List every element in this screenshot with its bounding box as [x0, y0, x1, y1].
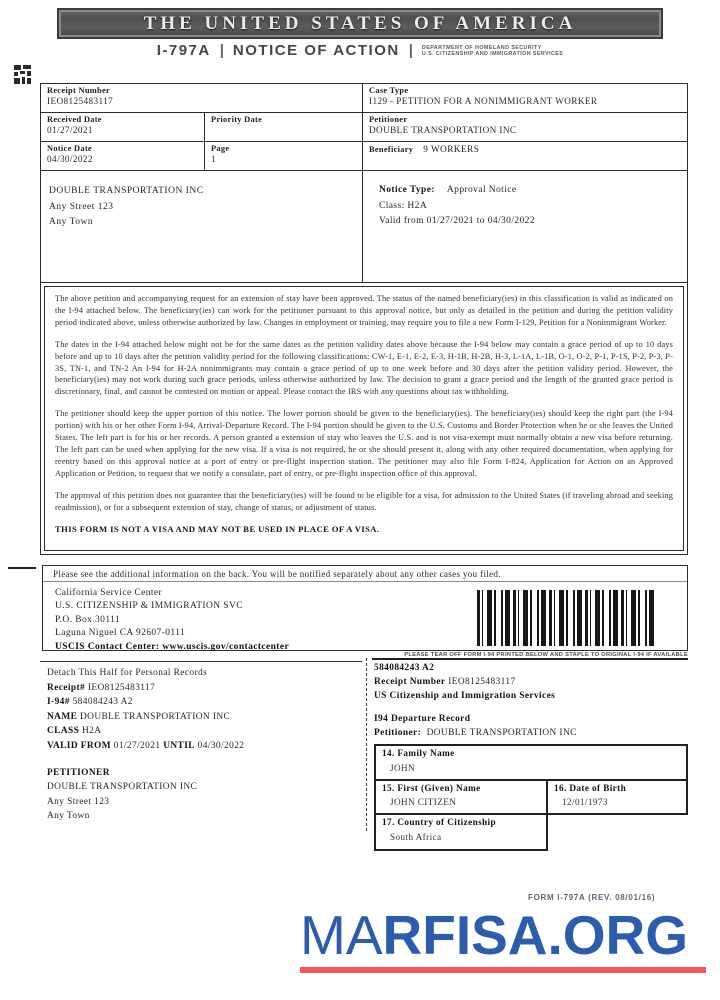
receipt-number-cell [41, 84, 363, 112]
notice-type-line: Notice Type: Approval Notice [379, 185, 517, 195]
family-name-cell [374, 746, 688, 781]
dob-value: 12/01/1973 [562, 797, 608, 808]
first-name-value: JOHN CITIZEN [390, 797, 457, 808]
stamp-icon [14, 65, 31, 89]
i94-fields-table [374, 744, 688, 851]
case-type-cell [363, 84, 687, 112]
citizenship-cell [374, 815, 548, 851]
petitioner-line: Any Town [47, 811, 90, 822]
received-date-cell [41, 113, 205, 141]
beneficiary-cell [363, 142, 687, 170]
receipt-number-label: Receipt Number [47, 86, 111, 95]
valid-line: VALID FROM 01/27/2021 UNTIL 04/30/2022 [47, 740, 245, 751]
detach-left-half [40, 661, 362, 824]
beneficiary-value: 9 WORKERS [423, 144, 480, 154]
form-title: NOTICE OF ACTION [232, 42, 400, 59]
marfisa-logo [300, 906, 708, 973]
page-value: 1 [211, 154, 216, 164]
table-row [374, 781, 688, 816]
tear-mark-line [8, 567, 36, 569]
notice-paragraph-2: The dates in the I-94 attached below might not be for the same dates as the petition validity dates above because the I-94 below may contain a grace period of up to 10 days before and up to 10 days after the petition validity period for the following classifications: CW-1, E-1, E-2, E-3, H-1B, H-2B, H-3, L-1A, L-1B, O-1, O-2, P-1, P-1S, P-2, P-3, P-3S, TN-1, and TN-2 An I-94 for H-2A nonimmigrants may contain a grace period of up to one week before and 30 days after the petition validity period. However, the beneficiary(ies) may not work during such grace periods, unless otherwise authorized by law. The decision to grant a grace period and the length of the granted grace period is discretionary, final, and cannot be contested on motion or appeal. Please contact the IRS with any questions about tax withholding. [55, 339, 673, 397]
petitioner-heading: PETITIONER [47, 767, 110, 778]
notice-paragraph-3: The petitioner should keep the upper portion of this notice. The lower portion should be given to the beneficiary(ies). The beneficiary(ies) should keep the right part (the I-94 portion) with his or her other Form I-94, Arrival-Departure Record. The I-94 portion should be given to the U.S. Customs and Border Protection when he or she leaves the United States. The left part is for his or her records. A person granted a extension of stay who leaves the U.S. and is not visa-exempt must normally obtain a new visa before returning. The left part can be used when applying for the new visa. If a visa is not required, he or she should present it, along with any other required documentation, when applying for reentry based on this approval notice at a port of entry or pre-flight inspection station. The petitioner may also file Form I-824, Application for Action on an Approved Application or Petition, to request that we notify a consulate, part of entry, or pre-flight inspection office of this approval. [55, 409, 673, 478]
valid-line: Valid from 01/27/2021 to 04/30/2022 [379, 216, 535, 226]
office-line: California Service Center [55, 588, 163, 598]
detach-title: Detach This Half for Personal Records [47, 668, 208, 678]
class-line: Class: H2A [379, 200, 428, 211]
recipient-address [41, 171, 363, 282]
priority-date-cell [205, 113, 363, 141]
barcode [477, 590, 657, 646]
notice-date-cell [41, 142, 205, 170]
petitioner-line: Petitioner: DOUBLE TRANSPORTATION INC [374, 728, 577, 739]
service-center-body [43, 582, 687, 654]
case-type-value: I129 - PETITION FOR A NONIMMIGRANT WORKER [369, 96, 598, 106]
paragraphs-wrapper [41, 283, 687, 554]
recipient-line: Any Town [49, 217, 94, 227]
uscis-contact-line: USCIS Contact Center: www.uscis.gov/contactcenter [55, 641, 290, 652]
service-center-box [42, 565, 688, 651]
address-row [41, 171, 687, 283]
case-type-label: Case Type [369, 86, 409, 95]
receipt-line: Receipt# IEO8125483117 [47, 682, 156, 693]
dept-line-2: U.S. CITIZENSHIP AND IMMIGRATION SERVICES [421, 51, 564, 57]
dept-line-1: DEPARTMENT OF HOMELAND SECURITY [421, 44, 542, 51]
petitioner-line: DOUBLE TRANSPORTATION INC [47, 782, 198, 793]
petitioner-label: Petitioner [369, 115, 408, 124]
class-line: CLASS H2A [47, 726, 102, 737]
page-label: Page [211, 144, 230, 153]
table-row [41, 113, 687, 142]
first-name-label: 15. First (Given) Name [382, 782, 481, 793]
name-line: NAME DOUBLE TRANSPORTATION INC [47, 711, 231, 722]
notice-paragraph-1: The above petition and accompanying request for an extension of stay have been approved. The status of the named beneficiary(ies) in this classification is valid as indicated on the I-94 attached below. The beneficiary(ies) can work for the petitioner pursuant to this approval notice, but only as detailed in the petition and during the petition validity period indicated above, unless otherwise authorized by law. Changes in employment or training, may require you to file a new Form I-129, Petition for a Nonimmigrant Worker. [55, 294, 673, 327]
petitioner-value: DOUBLE TRANSPORTATION INC [369, 125, 517, 135]
marfisa-logo-text: MARFISA.ORG [300, 904, 689, 966]
dob-cell [548, 781, 686, 814]
notice-summary [363, 171, 687, 282]
received-date-label: Received Date [47, 115, 102, 124]
i94-number: 584084243 A2 [374, 663, 435, 673]
citizenship-value: South Africa [390, 831, 442, 842]
recipient-line: Any Street 123 [49, 201, 114, 212]
separator: | [219, 42, 224, 59]
form-subheader [0, 42, 720, 59]
detach-right-half [372, 658, 688, 851]
notice-text-box [44, 286, 684, 551]
departure-record-title: I94 Departure Record [374, 714, 471, 725]
banner-title: THE UNITED STATES OF AMERICA [143, 12, 577, 34]
not-a-visa-warning: THIS FORM IS NOT A VISA AND MAY NOT BE USED IN PLACE OF A VISA. [55, 523, 380, 534]
detach-dashed-divider [366, 658, 367, 831]
received-date-value: 01/27/2021 [47, 125, 93, 135]
tear-off-instruction: PLEASE TEAR OFF FORM I-94 PRINTED BELOW AND STAPLE TO ORIGINAL I-94 IF AVAILABLE [404, 652, 688, 658]
additional-info-notice: Please see the additional information on the back. You will be notified separately about any other cases you filed. [43, 566, 687, 582]
table-row [41, 142, 687, 171]
table-row [41, 84, 687, 113]
first-name-cell [376, 781, 548, 814]
receipt-number-value: IEO8125483117 [47, 96, 114, 106]
logo-underline [300, 967, 706, 973]
office-line: Laguna Niguel CA 92607-0111 [55, 628, 186, 639]
family-name-label: 14. Family Name [382, 747, 455, 758]
citizenship-label: 17. Country of Citizenship [382, 817, 497, 828]
form-revision-reference: FORM I-797A (REV. 08/01/16) [528, 893, 656, 902]
family-name-value: JOHN [390, 762, 416, 773]
dob-label: 16. Date of Birth [554, 782, 627, 793]
beneficiary-label: Beneficiary 9 WORKERS [369, 144, 480, 154]
page-cell [205, 142, 363, 170]
separator: | [408, 42, 413, 59]
form-code: I-797A [156, 42, 211, 59]
department-lines [422, 44, 563, 58]
petitioner-cell [363, 113, 687, 141]
receipt-line: Receipt Number IEO8125483117 [374, 676, 516, 687]
usa-banner [57, 8, 663, 39]
notice-date-value: 04/30/2022 [47, 154, 93, 164]
petitioner-line: Any Street 123 [47, 796, 110, 807]
notice-date-label: Notice Date [47, 144, 92, 153]
priority-date-label: Priority Date [211, 115, 263, 124]
office-line: P.O. Box 30111 [55, 614, 121, 625]
agency-line: US Citizenship and Immigration Services [374, 690, 556, 701]
notice-paragraph-4: The approval of this petition does not guarantee that the beneficiary(ies) will be found to be eligible for a visa, for admission to the United States (if traveling abroad and seeking readmission), or for a subsequent extension of stay, change of status, or adjustment of status. [55, 490, 673, 512]
i94-line: I-94# 584084243 A2 [47, 697, 133, 708]
notice-main-box [40, 83, 688, 555]
office-line: U.S. CITIZENSHIP & IMMIGRATION SVC [55, 601, 243, 612]
service-center-address [55, 587, 289, 654]
recipient-line: DOUBLE TRANSPORTATION INC [49, 186, 204, 196]
